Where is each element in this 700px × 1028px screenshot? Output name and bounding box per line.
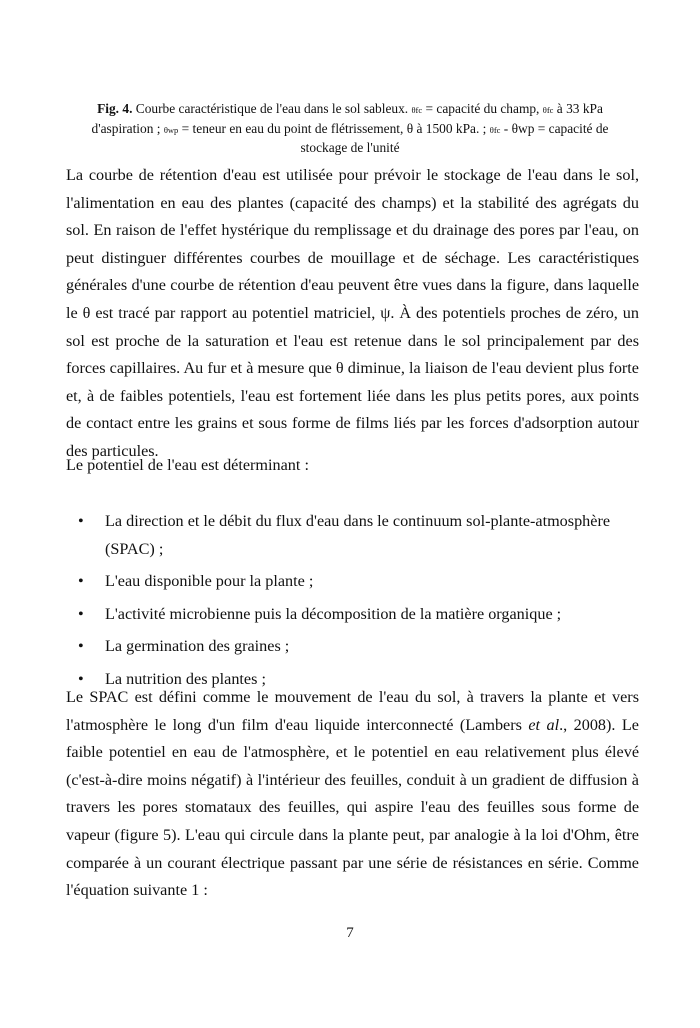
list-item-text: La germination des graines ; <box>105 637 290 656</box>
page-number: 7 <box>346 925 354 941</box>
bullet-icon: • <box>78 572 84 591</box>
paragraph-water-potential-intro: Le potentiel de l'eau est déterminant : <box>66 456 309 474</box>
list-item <box>66 568 639 596</box>
list-item-text: L'activité microbienne puis la décomposition de la matière organique ; <box>105 604 562 623</box>
caption-text: - θwp = capacité de stockage de l'unité <box>300 120 609 155</box>
bullet-icon: • <box>78 512 84 530</box>
theta-fc-symbol: θfc <box>489 124 501 135</box>
citation-et-al: et al <box>528 715 560 734</box>
list-item <box>66 601 639 629</box>
list-item-text: La nutrition des plantes ; <box>105 669 266 688</box>
paragraph-text: Le SPAC est défini comme le mouvement de l'eau du sol, à travers la plante et vers l'atmosphère le long d'un film d'eau liquide interconnecté (Lambers <box>66 688 639 734</box>
bullet-list <box>66 508 639 699</box>
caption-text: = capacité du champ, <box>422 101 543 116</box>
list-item-text: L'eau disponible pour la plante ; <box>105 572 314 591</box>
list-item <box>66 508 639 563</box>
list-item-text: La direction et le débit du flux d'eau dans le continuum sol-plante-atmosphère (SPAC) ; <box>105 512 611 558</box>
bullet-icon: • <box>78 669 84 688</box>
theta-fc-symbol: θfc <box>411 105 423 115</box>
bullet-icon: • <box>78 637 84 656</box>
paragraph-spac <box>66 684 639 905</box>
figure-caption <box>70 100 630 158</box>
paragraph-retention-curve: La courbe de rétention d'eau est utilisée pour prévoir le stockage de l'eau dans le sol, l'alimentation en eau des plantes (capacité des champs) et la stabilité des agrégats du sol. En raison de l'effet hystérique du remplissage et du drainage des pores par l'eau, on peut distinguer différentes courbes de mouillage et de séchage. Les caractéristiques générales d'une courbe de rétention d'eau peuvent être vues dans la figure, dans laquelle le θ est tracé par rapport au potentiel matriciel, ψ. À des potentiels proches de zéro, un sol est proche de la saturation et l'eau est retenue dans le sol principalement par des forces capillaires. Au fur et à mesure que θ diminue, la liaison de l'eau devient plus forte et, à de faibles potentiels, l'eau est fortement liée dans les plus petits pores, aux points de contact entre les grains et sous forme de films liés par les forces d'adsorption autour des particules. <box>66 166 639 460</box>
figure-label: Fig. 4. <box>97 101 133 116</box>
caption-text: Courbe caractéristique de l'eau dans le sol sableux. <box>132 101 412 116</box>
theta-wp-symbol: θwp <box>163 124 179 135</box>
bullet-icon: • <box>78 604 84 623</box>
theta-fc-symbol: θfc <box>542 105 554 115</box>
paragraph-text: ., 2008). Le faible potentiel en eau de l'atmosphère, et le potentiel en eau relativement plus élevé (c'est-à-dire moins négatif) à l'intérieur des feuilles, conduit à un gradient de diffusion à travers les pores stomataux des feuilles, qui aspire l'eau des feuilles sous forme de vapeur (figure 5). L'eau qui circule dans la plante peut, par analogie à la loi d'Ohm, être comparée à un courant électrique passant par une série de résistances en série. Comme l'équation suivante 1 : <box>66 715 639 900</box>
caption-text: = teneur en eau du point de flétrissement, θ à 1500 kPa. ; <box>178 120 490 136</box>
caption-text: à 33 kPa d'aspiration ; <box>91 101 603 136</box>
list-item <box>66 633 639 661</box>
